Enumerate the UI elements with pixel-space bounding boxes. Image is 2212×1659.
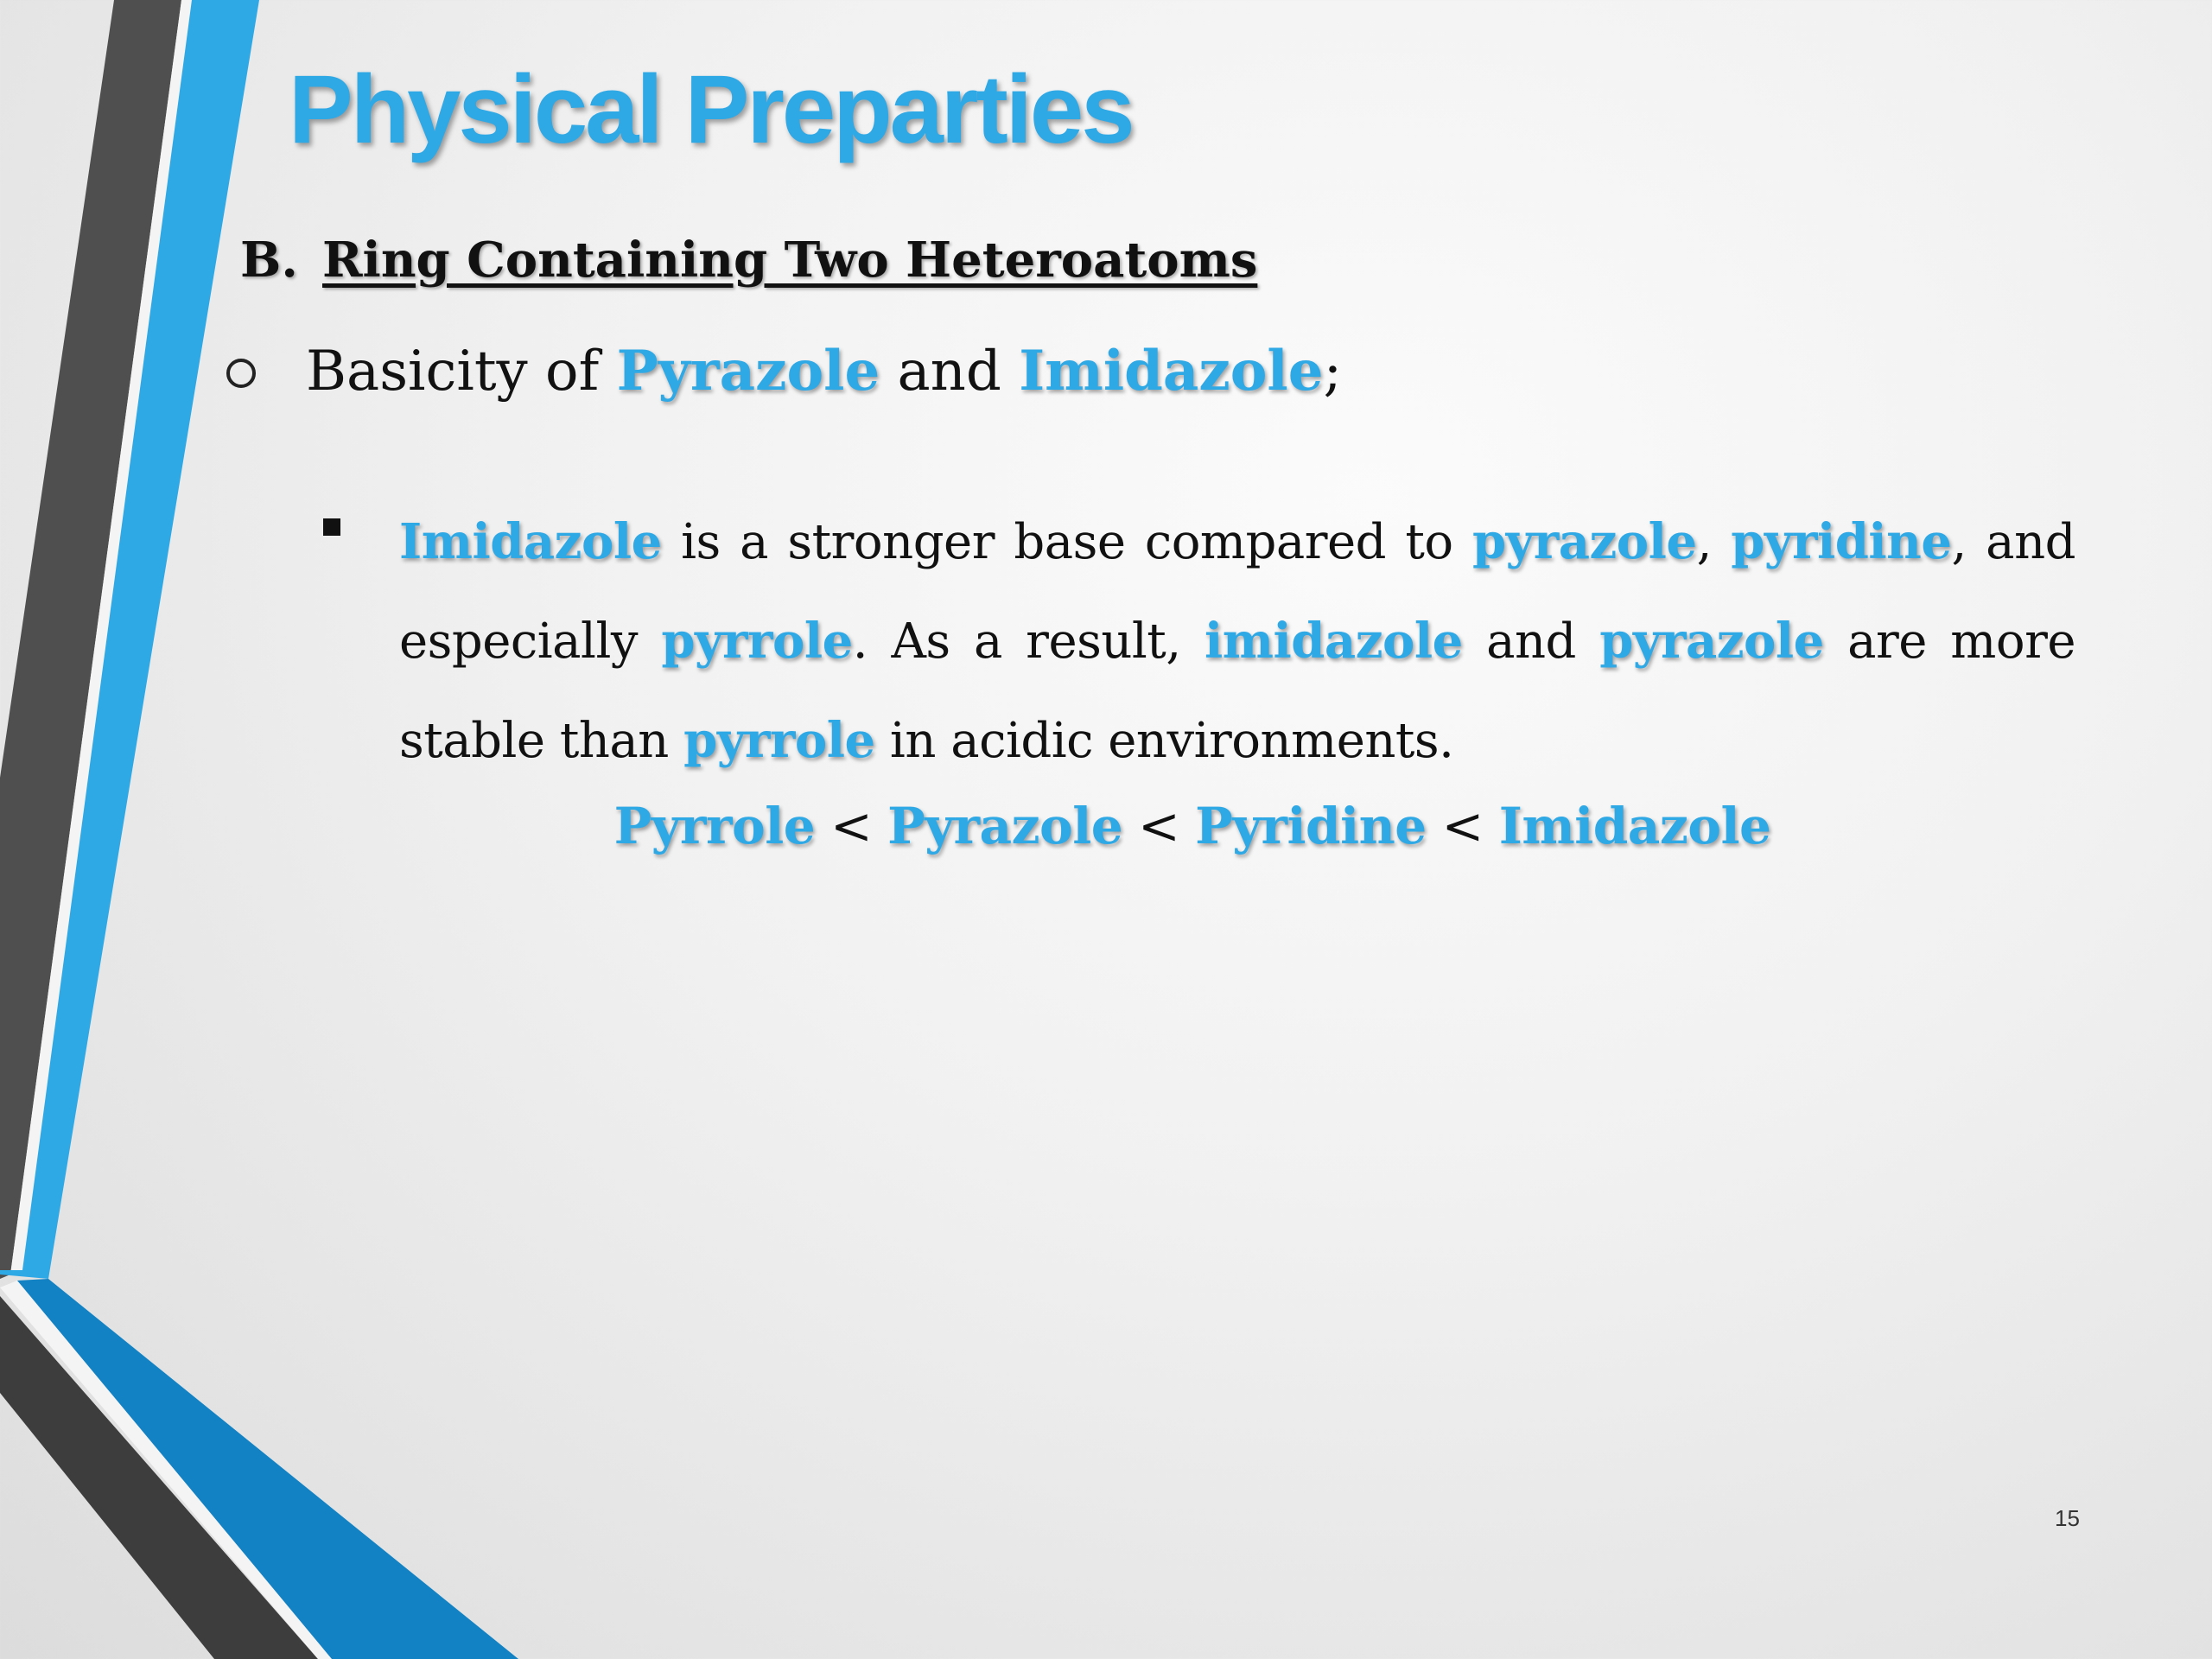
order-separator: < (830, 797, 873, 855)
bullet-text-1: Basicity of (306, 340, 600, 404)
order-separator: < (1138, 797, 1180, 855)
order-item: Pyridine (1195, 797, 1427, 855)
para-text-6: are more stable than (399, 613, 2076, 769)
term-pyridine: pyridine (1731, 513, 1952, 570)
term-pyrazole: pyrazole (1472, 513, 1697, 570)
section-heading (240, 232, 1257, 289)
section-heading-text: Ring Containing Two Heteroatoms (322, 232, 1258, 289)
bullet-text-3: ; (1323, 340, 1342, 404)
para-text-5: and (1462, 613, 1600, 670)
term-imidazole: imidazole (1204, 613, 1463, 670)
term-imidazole: Imidazole (399, 513, 662, 570)
order-separator: < (1441, 797, 1484, 855)
square-bullet-icon (323, 518, 340, 536)
para-text-4: . As a result, (852, 613, 1205, 670)
section-letter: B. (240, 232, 298, 289)
term-pyrrole: pyrrole (683, 712, 875, 769)
basicity-order (0, 797, 2212, 855)
bullet-text-2: and (897, 340, 1001, 404)
slide-title: Physical Preparties (289, 55, 1133, 163)
term-imidazole: Imidazole (1019, 339, 1324, 404)
order-item: Pyrrole (613, 797, 816, 855)
page-number: 15 (2055, 1505, 2080, 1531)
basicity-paragraph (399, 493, 2075, 791)
bullet-basicity (226, 339, 1342, 404)
para-text-3: , and especially (399, 514, 2075, 670)
para-text-1: is a stronger base compared to (661, 514, 1473, 570)
dark-stripe-left (0, 0, 181, 1279)
term-pyrazole: Pyrazole (616, 339, 880, 404)
term-pyrazole: pyrazole (1599, 613, 1824, 670)
para-text-2: , (1696, 514, 1732, 570)
circle-bullet-icon (226, 359, 256, 388)
order-item: Imidazole (1498, 797, 1771, 855)
term-pyrrole: pyrrole (661, 613, 853, 670)
para-text-7: in acidic environments. (874, 713, 1454, 769)
order-item: Pyrazole (887, 797, 1123, 855)
